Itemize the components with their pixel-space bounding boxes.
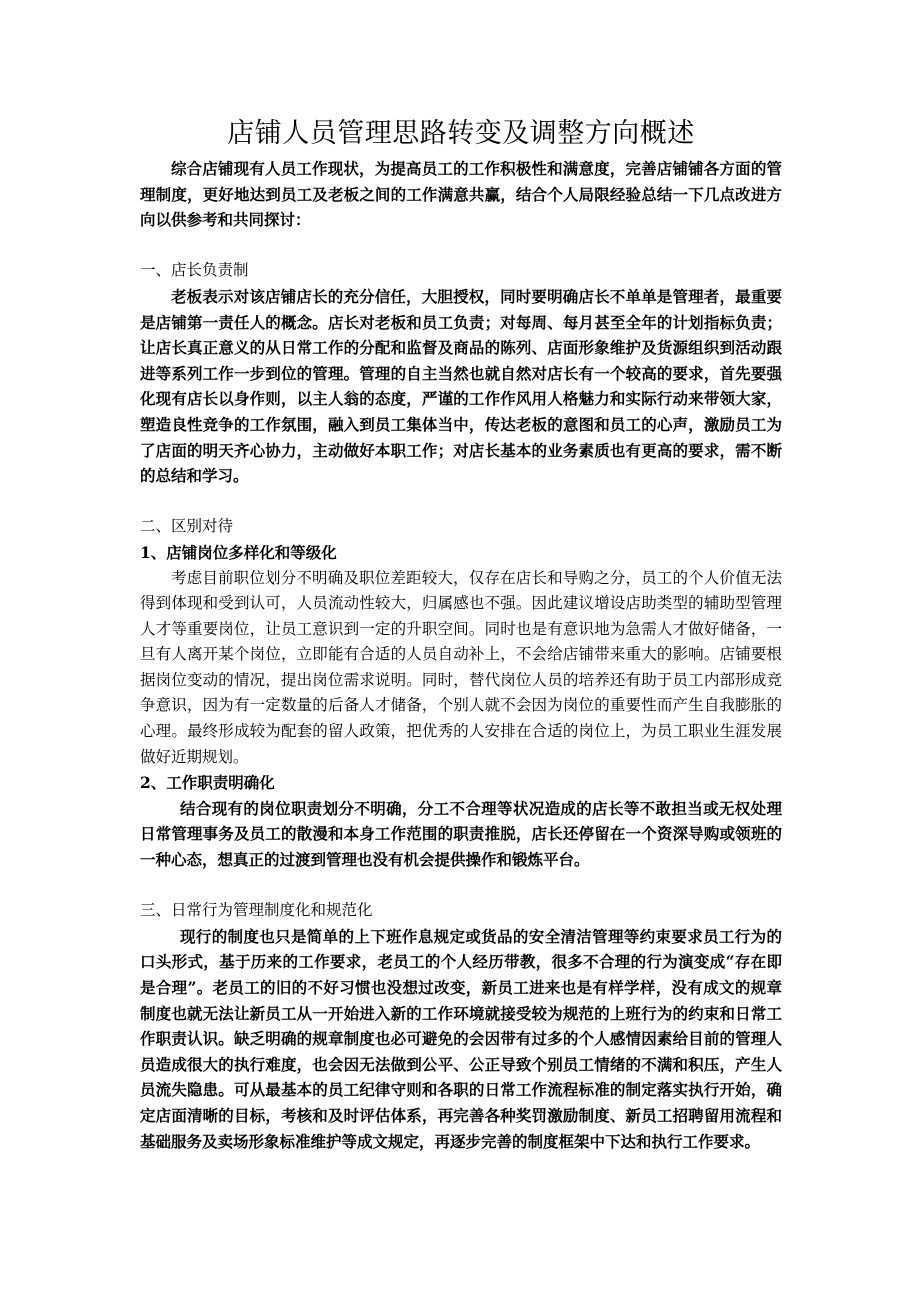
section1-heading: 一、店长负责制 <box>140 261 249 280</box>
intro-paragraph: 综合店铺现有人员工作现状，为提高员工的工作积极性和满意度，完善店铺铺各方面的管理制度，更好地达到员工及老板之间的工作满意共赢，结合个人局限经验总结一下几点改进方向以供参考和共同探讨： <box>140 159 782 230</box>
spacer <box>140 489 782 515</box>
spacer <box>140 233 782 259</box>
spacer <box>140 873 782 899</box>
section3-heading: 三、日常行为管理制度化和规范化 <box>140 901 373 920</box>
section2-sub2-body: 结合现有的岗位职责划分不明确，分工不合理等状况造成的店长等不敢担当或无权处理日常管理事务及员工的散漫和本身工作范围的职责推脱，店长还停留在一个资深导购或领班的一种心态，想真正的过渡到管理也没有机会提供操作和锻炼平台。 <box>140 798 782 870</box>
section2-sub1-heading: 1、店铺岗位多样化和等级化 <box>140 542 337 562</box>
section3-body: 现行的制度也只是简单的上下班作息规定或货品的安全清洁管理等约束要求员工行为的口头形式，基于历来的工作要求，老员工的个人经历带教，很多不合理的行为演变成“存在即是合理”。老员工的旧的不好习惯也没想过改变，新员工进来也是有样学样，没有成文的规章制度也就无法让新员工从一开始进入新的工作环境就接受较为规范的上班行为的约束和日常工作职责认识。缺乏明确的规章制度也必可避免的会因带有过多的个人感情因素给目前的管理人员造成很大的执行难度，也会因无法做到公平、公正导致个别员工情绪的不满和积压，产生人员流失隐患。可从最基本的员工纪律守则和各职的日常工作流程标准的制定落实执行开始，确定店面清晰的目标，考核和及时评估体系，再完善各种奖罚激励制度、新员工招聘留用流程和基础服务及卖场形象标准维护等成文规定，再逐步完善的制度框架中下达和执行工作要求。 <box>140 926 782 1151</box>
section2-heading: 二、区别对待 <box>140 517 234 536</box>
section2-sub2-heading: 2、工作职责明确化 <box>140 773 275 793</box>
document-title: 店铺人员管理思路转变及调整方向概述 <box>227 118 695 149</box>
section2-sub1-body: 考虑目前职位划分不明确及职位差距较大，仅存在店长和导购之分，员工的个人价值无法得到体现和受到认可，人员流动性较大，归属感也不强。因此建议增设店助类型的辅助型管理人才等重要岗位，让员工意识到一定的升职空间。同时也是有意识地为急需人才做好储备，一旦有人离开某个岗位，立即能有合适的人员自动补上，不会给店铺带来重大的影响。店铺要根据岗位变动的情况，提出岗位需求说明。同时，替代岗位人员的培养还有助于员工内部形成竞争意识，因为有一定数量的后备人才储备，个别人就不会因为岗位的重要性而产生自我膨胀的心理。最终形成较为配套的留人政策，把优秀的人安排在合适的岗位上，为员工职业生涯发展做好近期规划。 <box>140 568 782 766</box>
section1-body: 老板表示对该店铺店长的充分信任，大胆授权，同时要明确店长不单单是管理者，最重要是店铺第一责任人的概念。店长对老板和员工负责；对每周、每月甚至全年的计划指标负责；让店长真正意义的从日常工作的分配和监督及商品的陈列、店面形象维护及货源组织到活动跟进等系列工作一步到位的管理。管理的自主当然也就自然对店长有一个较高的要求，首先要强化现有店长以身作则，以主人翁的态度，严谨的工作作风用人格魅力和实际行动来带领大家，塑造良性竞争的工作氛围，融入到员工集体当中，传达老板的意图和员工的心声，激励员工为了店面的明天齐心协力，主动做好本职工作；对店长基本的业务素质也有更高的要求，需不断的总结和学习。 <box>140 286 782 486</box>
document-page <box>140 112 782 1154</box>
